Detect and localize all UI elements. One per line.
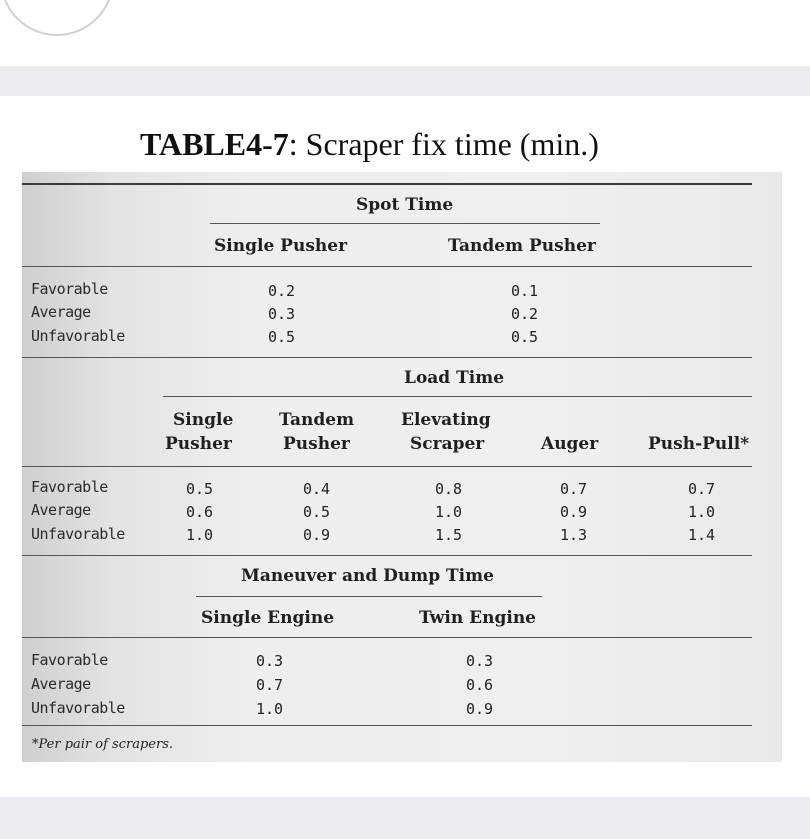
table-cell: 0.7 xyxy=(256,676,284,694)
col-single-engine: Single Engine xyxy=(201,608,335,628)
table-cell: 0.2 xyxy=(511,305,539,323)
table-cell: 1.0 xyxy=(256,700,284,718)
table-cell: 0.8 xyxy=(435,480,463,498)
spot-header-rule xyxy=(22,266,752,267)
row-label-unfavorable: Unfavorable xyxy=(31,327,125,345)
row-label-favorable: Favorable xyxy=(31,651,108,669)
col-twin-engine: Twin Engine xyxy=(419,608,536,628)
table-cell: 0.1 xyxy=(511,282,539,300)
col-tandem-pusher-line2: Pusher xyxy=(283,434,350,454)
maneuver-rule xyxy=(196,596,542,597)
col-single-pusher: Single Pusher xyxy=(214,236,348,256)
table-cell: 0.9 xyxy=(303,526,331,544)
table-cell: 0.4 xyxy=(303,480,331,498)
col-push-pull: Push-Pull* xyxy=(648,434,750,454)
col-single-pusher-line1: Single xyxy=(173,410,234,430)
table-cell: 1.4 xyxy=(688,526,716,544)
spot-time-rule xyxy=(210,223,600,224)
footnote: *Per pair of scrapers. xyxy=(32,737,174,752)
table-cell: 0.9 xyxy=(560,503,588,521)
load-time-heading: Load Time xyxy=(404,368,505,388)
col-single-pusher-line2: Pusher xyxy=(165,434,232,454)
load-header-rule xyxy=(22,466,752,467)
col-elevating-scraper-line2: Scraper xyxy=(410,434,485,454)
row-label-unfavorable: Unfavorable xyxy=(31,699,125,717)
page-title: TABLE4-7: Scraper fix time (min.) xyxy=(140,126,599,162)
row-label-unfavorable: Unfavorable xyxy=(31,525,125,543)
col-auger: Auger xyxy=(541,434,599,454)
table-cell: 0.2 xyxy=(268,282,296,300)
divider-band-top xyxy=(0,66,810,96)
table-cell: 1.0 xyxy=(688,503,716,521)
table-cell: 1.3 xyxy=(560,526,588,544)
row-label-average: Average xyxy=(31,303,91,321)
table-cell: 0.5 xyxy=(268,328,296,346)
table-cell: 0.3 xyxy=(256,652,284,670)
table-cell: 0.3 xyxy=(268,305,296,323)
table-cell: 1.0 xyxy=(186,526,214,544)
maneuver-dump-heading: Maneuver and Dump Time xyxy=(241,566,494,586)
table-cell: 0.9 xyxy=(466,700,494,718)
table-cell: 0.5 xyxy=(186,480,214,498)
table-cell: 0.5 xyxy=(303,503,331,521)
table-cell: 1.0 xyxy=(435,503,463,521)
col-elevating-scraper-line1: Elevating xyxy=(401,410,491,430)
row-label-favorable: Favorable xyxy=(31,280,108,298)
avatar[interactable] xyxy=(0,0,114,36)
table-top-rule xyxy=(22,183,752,185)
table-image xyxy=(22,172,782,762)
table-cell: 0.3 xyxy=(466,652,494,670)
row-label-average: Average xyxy=(31,501,91,519)
table-cell: 1.5 xyxy=(435,526,463,544)
row-label-average: Average xyxy=(31,675,91,693)
col-tandem-pusher-line1: Tandem xyxy=(279,410,355,430)
table-cell: 0.6 xyxy=(466,676,494,694)
divider-band-bottom xyxy=(0,797,810,839)
section-rule xyxy=(22,357,752,358)
section-rule xyxy=(22,555,752,556)
spot-time-heading: Spot Time xyxy=(356,195,454,215)
table-cell: 0.5 xyxy=(511,328,539,346)
maneuver-header-rule xyxy=(22,637,752,638)
table-cell: 0.6 xyxy=(186,503,214,521)
load-time-rule xyxy=(163,396,752,397)
table-cell: 0.7 xyxy=(560,480,588,498)
row-label-favorable: Favorable xyxy=(31,478,108,496)
table-cell: 0.7 xyxy=(688,480,716,498)
col-tandem-pusher: Tandem Pusher xyxy=(448,236,596,256)
table-bottom-rule xyxy=(22,725,752,726)
